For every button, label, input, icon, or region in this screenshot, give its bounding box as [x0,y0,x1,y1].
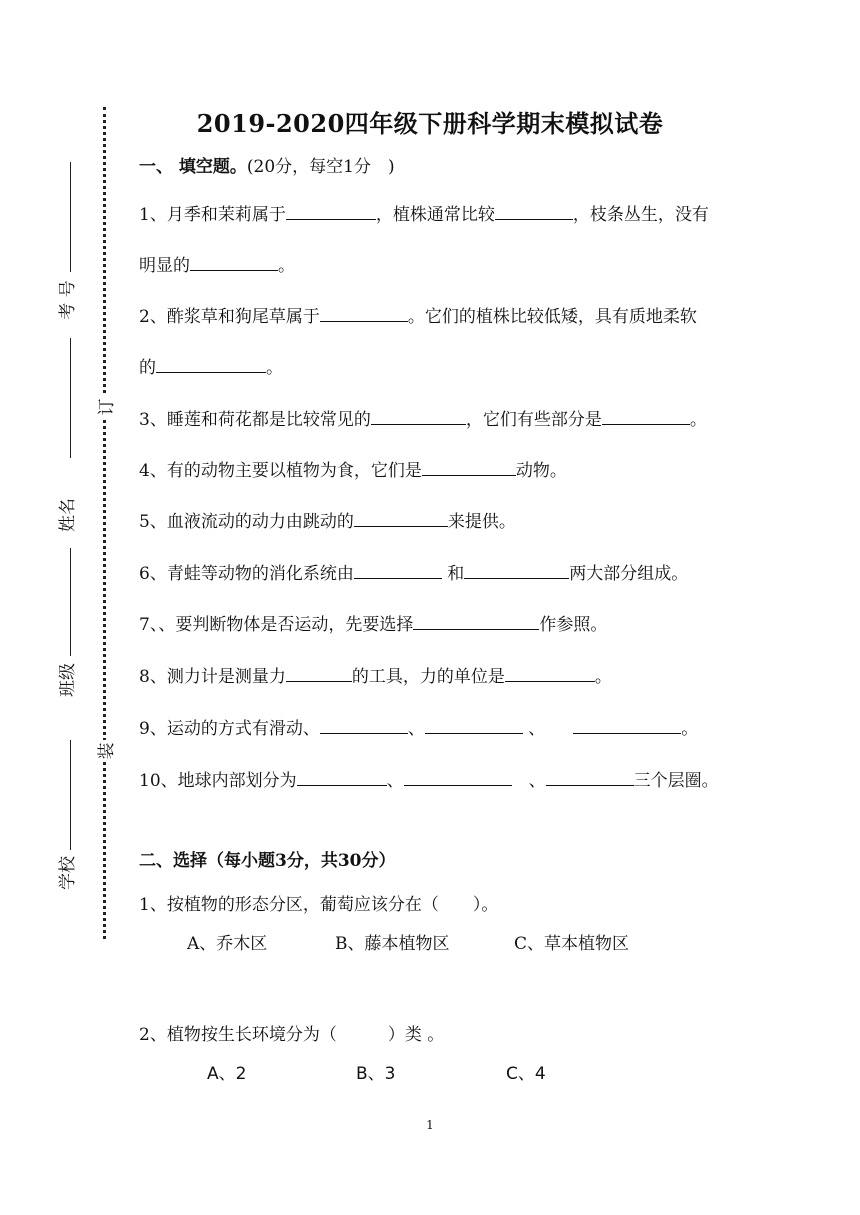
question-1-6 [139,559,688,584]
exam-title: 2019-2020四年级下册科学期末模拟试卷 [196,109,664,138]
question-2-1: 1、按植物的形态分区，葡萄应该分在（ ）。 [139,895,499,915]
q-text: 、 [511,771,546,791]
q-text: 。 [594,667,612,687]
answer-blank[interactable] [371,407,466,425]
question-1-1-cont [139,251,295,276]
q-text: ，它们有些部分是 [465,410,602,430]
answer-blank[interactable] [546,768,634,786]
question-1-4 [139,456,567,481]
xuexiao-label: 学校 [58,856,78,890]
option[interactable]: B、3 [356,1064,396,1084]
q-text: 。 [278,256,295,276]
answer-blank[interactable] [495,202,573,220]
binding-char-zhuang: 装 [96,740,118,762]
question-1-9 [139,714,698,739]
xingming-label: 姓名 [58,498,78,532]
question-1-5 [139,507,516,532]
kaohao-blank-line[interactable] [70,162,71,272]
answer-blank[interactable] [320,304,408,322]
banji-blank-line[interactable] [70,548,71,656]
question-1-3 [139,405,707,430]
answer-blank[interactable] [404,768,512,786]
answer-blank[interactable] [286,664,352,682]
answer-blank[interactable] [573,716,681,734]
answer-blank[interactable] [425,716,523,734]
answer-blank[interactable] [464,561,569,579]
q-text: 8、测力计是测量力 [139,667,286,687]
q-text: 的工具，力的单位是 [351,667,505,687]
q-text: 。 [266,358,283,378]
q-text: 3、睡莲和荷花都是比较常见的 [139,410,371,430]
question-1-10 [139,766,719,791]
question-2-2: 2、植物按生长环境分为（ ）类 。 [139,1025,445,1045]
section1-score: (20分，每空1分 ) [246,157,395,177]
answer-blank[interactable] [286,202,376,220]
q-text: 、 [522,719,546,739]
answer-blank[interactable] [156,355,266,373]
q-text: ，植株通常比较 [375,205,495,225]
q-text: 。它们的植株比较低矮，具有质地柔软 [407,307,697,327]
q-text: ，枝条丛生，没有 [572,205,709,225]
answer-blank[interactable] [297,768,387,786]
option[interactable]: A、乔木区 [187,934,268,954]
answer-blank[interactable] [320,716,408,734]
q-text: 7、、要判断物体是否运动，先要选择 [139,615,414,635]
q-text: 和 [441,564,465,584]
answer-blank[interactable] [602,407,690,425]
option[interactable]: C、草本植物区 [514,934,630,954]
option[interactable]: B、藤本植物区 [335,934,450,954]
q-text: 明显的 [139,256,190,276]
q-text: 动物。 [515,461,567,481]
answer-blank[interactable] [190,253,278,271]
answer-blank[interactable] [354,509,448,527]
answer-blank[interactable] [354,561,442,579]
question-1-8 [139,662,612,687]
answer-blank[interactable] [422,458,516,476]
question-1-7 [139,610,607,635]
answer-blank[interactable] [505,664,595,682]
kaohao-label: 考 号 [58,280,78,320]
q-text: 1、月季和茉莉属于 [139,205,286,225]
section2-heading: 二、选择（每小题3分，共30分） [139,851,396,871]
option[interactable]: C、4 [506,1064,546,1084]
q-text: 来提供。 [447,512,516,532]
question-1-2 [139,302,697,327]
q-text: 2、酢浆草和狗尾草属于 [139,307,320,327]
q-text: 三个层圈。 [633,771,719,791]
q-text: 6、青蛙等动物的消化系统由 [139,564,354,584]
q-text: 的 [139,358,156,378]
question-1-2-cont [139,353,283,378]
q-text: 9、运动的方式有滑动、 [139,719,320,739]
question-1-1 [139,200,709,225]
page-number: 1 [426,1118,434,1132]
q-text: 作参照。 [539,615,608,635]
q-text: 、 [386,771,404,791]
xuexiao-blank-line[interactable] [70,740,71,850]
section1-heading: 一、 填空题。 [139,157,247,177]
q-text: 5、血液流动的动力由跳动的 [139,512,354,532]
q-text: 10、地球内部划分为 [139,771,297,791]
banji-label: 班级 [58,663,78,697]
binding-dotted-line [103,107,106,939]
q-text: 、 [407,719,425,739]
xingming-blank-line[interactable] [70,338,71,458]
section1-header [139,152,395,177]
q-text: 4、有的动物主要以植物为食，它们是 [139,461,422,481]
binding-char-ding: 订 [96,396,118,418]
q-text: 两大部分组成。 [569,564,689,584]
q-text: 。 [689,410,707,430]
q-text: 。 [681,719,699,739]
answer-blank[interactable] [413,612,539,630]
option[interactable]: A、2 [207,1064,247,1084]
